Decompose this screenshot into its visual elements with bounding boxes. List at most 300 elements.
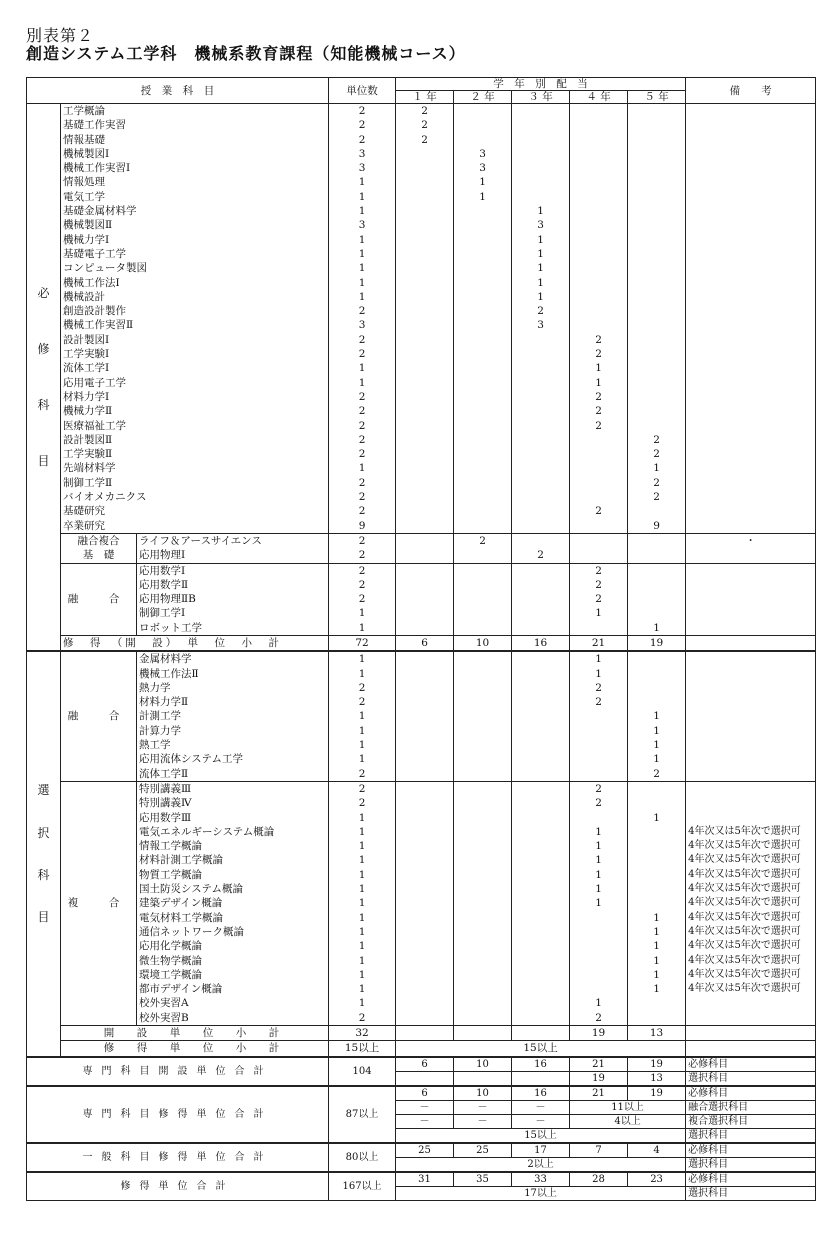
required-main-y1-item (398, 233, 451, 247)
category-char: 科 (37, 867, 50, 882)
summary-grand-elective-span: 17以上 (396, 1186, 686, 1200)
required-main-y4-item (572, 447, 625, 461)
required-main-y4-item (572, 519, 625, 533)
required-main-credits-item: 2 (358, 405, 366, 418)
fusion-required-label: 融 合 (61, 563, 137, 635)
required-main-y3-item (514, 147, 567, 161)
category-char: 目 (37, 454, 50, 469)
fusion-required-y4-item: 1 (595, 607, 602, 620)
category-char: 必 (37, 285, 50, 300)
required-main-names-item: 基礎金属材料学 (63, 205, 137, 218)
summary-general-y3: 17 (512, 1143, 570, 1158)
required-main-y3-item (514, 504, 567, 518)
elective-fusion-credits-item: 1 (358, 653, 366, 666)
elective-fusion-credits-item: 2 (358, 681, 366, 694)
required-main-y4-item (572, 461, 625, 475)
required-main-names-item: 設計製図Ⅰ (63, 333, 110, 346)
fusion-required-y3-item (514, 592, 567, 606)
summary-grand-note-required: 必修科目 (686, 1172, 816, 1187)
col-credits: 単位数 (329, 78, 396, 104)
required-category-label (27, 104, 61, 652)
required-main-y5-item (630, 318, 683, 332)
summary-grand-note-elective: 選択科目 (686, 1186, 816, 1200)
required-main-names-item: 設計製図Ⅱ (63, 433, 113, 446)
elective-composite-y5-item (630, 825, 683, 839)
required-subtotal-y1: 6 (396, 635, 454, 651)
required-main-names-item: 機械力学Ⅱ (63, 405, 113, 418)
required-main-y1-item: 2 (421, 133, 428, 146)
required-main-y5-item (630, 247, 683, 261)
elective-fusion-y4-item: 2 (595, 681, 602, 694)
summary-earn-y1: 6 (396, 1086, 454, 1101)
required-main-y2-item (456, 361, 509, 375)
required-main-y1-item (398, 333, 451, 347)
required-main-y3-item (514, 347, 567, 361)
elective-composite-y4-item: 1 (595, 825, 602, 838)
elective-composite-y4-item: 2 (595, 1011, 602, 1024)
required-main-y4-item (572, 261, 625, 275)
elective-composite-credits-item: 1 (358, 825, 366, 838)
elective-fusion-y4 (570, 651, 628, 781)
summary-open-total-label: 専門科目開設単位合計 (27, 1057, 329, 1086)
required-main-credits-item: 2 (358, 505, 366, 518)
required-main-y1 (396, 104, 454, 534)
required-main-y5-item (630, 304, 683, 318)
summary-open-y5: 19 (628, 1057, 686, 1072)
required-main-y4-item (572, 490, 625, 504)
fusion-required-y4-item (572, 621, 625, 635)
elective-fusion-y5-item (630, 652, 683, 666)
required-main-y3-item: 1 (537, 233, 544, 246)
elective-fusion-names-item: 応用流体システム工学 (139, 753, 243, 766)
fusion-basic-names-item: 応用物理Ⅰ (139, 549, 186, 562)
col-y1: １ 年 (396, 91, 454, 104)
required-main-y3-item: 3 (537, 219, 544, 232)
elective-composite-y5-item (630, 782, 683, 796)
fusion-required-y3 (512, 563, 570, 635)
required-main-y4-item: 2 (595, 505, 602, 518)
required-main-y1-item (398, 190, 451, 204)
required-main-y3-item (514, 376, 567, 390)
required-main-credits-item: 3 (358, 147, 366, 160)
required-main-y2-item (456, 318, 509, 332)
required-main-y2-item (456, 261, 509, 275)
required-main-credits-item: 1 (358, 290, 366, 303)
fusion-basic-y3-item: 2 (537, 549, 544, 562)
fusion-required-names-item: 応用数学Ⅱ (139, 578, 189, 591)
required-main-names-item: 工学実験Ⅱ (63, 448, 113, 461)
required-main-y3-item (514, 404, 567, 418)
fusion-basic-y4-item (572, 548, 625, 562)
fusion-basic-y1-item (398, 534, 451, 548)
fusion-required-y5-item (630, 564, 683, 578)
elective-composite-credits-item: 2 (358, 797, 366, 810)
required-main-y4-item (572, 190, 625, 204)
summary-open-note-required: 必修科目 (686, 1057, 816, 1072)
fusion-required-y1-item (398, 621, 451, 635)
required-main-credits-item: 2 (358, 433, 366, 446)
summary-grand-total-label: 修得単位合計 (27, 1172, 329, 1201)
required-main-names-item: 流体工学Ⅰ (63, 362, 110, 375)
required-main-y1-item (398, 247, 451, 261)
required-main-y3-item (514, 118, 567, 132)
summary-earn-composite-y3: － (512, 1114, 570, 1128)
elective-composite-y4-item (572, 811, 625, 825)
summary-open-total-credits: 104 (329, 1057, 396, 1086)
required-main-y2-item: 3 (479, 147, 486, 160)
required-main-y4-item (572, 161, 625, 175)
elective-composite-credits-item: 1 (358, 854, 366, 867)
required-main-y3-item: 1 (537, 290, 544, 303)
required-main-y1-item (398, 218, 451, 232)
elective-composite-credits-item: 1 (358, 911, 366, 924)
summary-earn-y4: 21 (570, 1086, 628, 1101)
col-remarks: 備 考 (686, 78, 816, 104)
required-main-y2-item (456, 204, 509, 218)
required-main-y5-item (630, 133, 683, 147)
fusion-basic-y5-item (630, 548, 683, 562)
summary-earn-fusion-span: 11以上 (570, 1100, 686, 1114)
required-main-y5-item (630, 404, 683, 418)
elective-fusion-y5-item: 1 (653, 710, 660, 723)
elective-composite-remarks-item (688, 811, 813, 825)
curriculum-table (26, 77, 816, 1201)
required-main-y1-item (398, 433, 451, 447)
required-main-y1-item (398, 504, 451, 518)
required-main-y2-item (456, 404, 509, 418)
elective-fusion-credits-item: 1 (358, 710, 366, 723)
required-main-y5-item (630, 276, 683, 290)
col-y3: ３ 年 (512, 91, 570, 104)
elective-composite-remarks-item: 4年次又は5年次で選択可 (688, 954, 801, 966)
summary-earn-note-composite: 複合選択科目 (686, 1114, 816, 1128)
elective-composite-y5-item: 1 (653, 968, 660, 981)
fusion-required-y4-item: 2 (595, 578, 602, 591)
required-main-credits-item: 2 (358, 476, 366, 489)
elective-fusion-y5-item (630, 667, 683, 681)
required-main-y5-item (630, 419, 683, 433)
elective-composite-names-item: 材料計測工学概論 (139, 854, 223, 867)
summary-open-y2: 10 (454, 1057, 512, 1072)
elective-composite-y5-item: 1 (653, 983, 660, 996)
elective-fusion-names-item: 機械工作法Ⅱ (139, 667, 199, 680)
required-main-y3-item (514, 419, 567, 433)
category-char: 科 (37, 398, 50, 413)
elective-composite-y4-item (572, 939, 625, 953)
required-main-credits-item: 1 (358, 262, 366, 275)
required-main-y2-item (456, 519, 509, 533)
required-main-names-item: 機械工作法Ⅰ (63, 276, 120, 289)
required-main-y1-item (398, 447, 451, 461)
required-main-credits-item: 1 (358, 247, 366, 260)
elective-composite-y5 (628, 781, 686, 1025)
required-main-credits-item: 1 (358, 190, 366, 203)
summary-open-elective-y5: 13 (628, 1071, 686, 1086)
col-y2: ２ 年 (454, 91, 512, 104)
fusion-required-y1 (396, 563, 454, 635)
fusion-basic-y5 (628, 533, 686, 563)
required-main-y1-item (398, 419, 451, 433)
fusion-required-y1-item (398, 606, 451, 620)
required-main-names-item: 応用電子工学 (63, 376, 126, 389)
summary-general-note-elective: 選択科目 (686, 1157, 816, 1172)
required-main-y1-item (398, 361, 451, 375)
required-main-credits-item: 1 (358, 462, 366, 475)
fusion-required-y4-item: 2 (595, 564, 602, 577)
fusion-required-credits-item: 2 (358, 564, 366, 577)
required-main-y1-item (398, 390, 451, 404)
required-main-y4-item: 1 (595, 362, 602, 375)
required-main-y2-item (456, 218, 509, 232)
required-main-credits-item: 3 (358, 319, 366, 332)
elective-composite-names-item: 特別講義Ⅳ (139, 797, 192, 810)
fusion-required-y5-item (630, 578, 683, 592)
elective-composite-y4-item (572, 968, 625, 982)
summary-grand-y1: 31 (396, 1172, 454, 1187)
summary-grand-y5: 23 (628, 1172, 686, 1187)
elective-composite-remarks-item: 4年次又は5年次で選択可 (688, 840, 801, 852)
required-main-y4-item: 2 (595, 390, 602, 403)
required-main-y2 (454, 104, 512, 534)
required-main-y3-item: 1 (537, 276, 544, 289)
required-main-y4-item (572, 476, 625, 490)
elective-composite-names-item: 都市デザイン概論 (139, 983, 223, 996)
elective-composite-y5-item (630, 996, 683, 1010)
required-main-y5-item (630, 204, 683, 218)
document-title: 創造システム工学科 機械系教育課程（知能機械コース） (26, 44, 466, 64)
required-main-names-item: バイオメカニクス (63, 491, 147, 504)
summary-grand-y3: 33 (512, 1172, 570, 1187)
summary-earn-total-label: 専門科目修得単位合計 (27, 1086, 329, 1143)
summary-general-y4: 7 (570, 1143, 628, 1158)
elective-composite-y5-item: 1 (653, 954, 660, 967)
elective-composite-y4-item: 2 (595, 797, 602, 810)
elective-composite-remarks-item: 4年次又は5年次で選択可 (688, 854, 801, 866)
required-main-y2-item (456, 419, 509, 433)
elective-composite-credits-item: 1 (358, 968, 366, 981)
required-main-y3-item (514, 519, 567, 533)
required-main-y3 (512, 104, 570, 534)
elective-composite-remarks-item: 4年次又は5年次で選択可 (688, 940, 801, 952)
elective-composite-y4-item: 2 (595, 782, 602, 795)
required-main-y4 (570, 104, 628, 534)
elective-composite-label: 複 合 (61, 781, 137, 1025)
elective-composite-y4-item (572, 911, 625, 925)
required-main-credits-item: 2 (358, 105, 366, 117)
required-main-y2-item (456, 333, 509, 347)
required-main-y3-item (514, 476, 567, 490)
elective-composite-y5-item: 1 (653, 925, 660, 938)
required-main-names-item: 基礎電子工学 (63, 247, 126, 260)
summary-grand-total-credits: 167以上 (329, 1172, 396, 1201)
required-main-credits (329, 104, 396, 534)
elective-composite-names (137, 781, 329, 1025)
elective-fusion-names (137, 651, 329, 781)
elective-fusion-y5-item (630, 695, 683, 709)
required-main-credits-item: 2 (358, 119, 366, 132)
elective-fusion-y4-item: 1 (595, 653, 602, 666)
required-main-y3-item (514, 104, 567, 118)
required-main-y2-item: 1 (479, 176, 486, 189)
fusion-required-names (137, 563, 329, 635)
elective-composite-y4-item (572, 982, 625, 996)
summary-general-total-credits: 80以上 (329, 1143, 396, 1172)
elective-fusion-credits-item: 1 (358, 667, 366, 680)
elective-fusion-y4-item (572, 724, 625, 738)
required-main-y4-item: 2 (595, 333, 602, 346)
required-main-credits-item: 3 (358, 219, 366, 232)
summary-earn-note-required: 必修科目 (686, 1086, 816, 1101)
summary-earn-fusion-y2: － (454, 1100, 512, 1114)
fusion-required-names-item: 制御工学Ⅰ (139, 607, 186, 620)
col-y4: ４ 年 (570, 91, 628, 104)
col-year-group: 学 年 別 配 当 (396, 78, 686, 91)
fusion-basic-y1 (396, 533, 454, 563)
required-main-names-item: 制御工学Ⅱ (63, 476, 113, 489)
appendix-label: 別表第２ (26, 26, 95, 45)
required-main-y5-item (630, 190, 683, 204)
required-main-y3-item (514, 161, 567, 175)
elective-composite-y5-item (630, 796, 683, 810)
required-main-y4-item (572, 175, 625, 189)
elective-fusion-y4-item: 2 (595, 696, 602, 709)
elective-composite-remarks-item (688, 1011, 813, 1025)
elective-fusion-y4-item: 1 (595, 667, 602, 680)
required-main-y1-item (398, 376, 451, 390)
required-subtotal-y5: 19 (628, 635, 686, 651)
required-main-y1-item (398, 204, 451, 218)
elective-fusion-names-item: 熱工学 (139, 739, 171, 752)
summary-general-elective-span: 2以上 (396, 1157, 686, 1172)
elective-fusion-names-item: 熱力学 (139, 681, 171, 694)
required-main-y1-item (398, 304, 451, 318)
required-main-y5-item: 2 (653, 476, 660, 489)
elective-composite-remarks-item: 4年次又は5年次で選択可 (688, 925, 801, 937)
summary-open-elective-y4: 19 (570, 1071, 628, 1086)
elective-composite-names-item: 物質工学概論 (139, 868, 202, 881)
required-main-y1-item (398, 347, 451, 361)
document-header (26, 27, 466, 64)
fusion-basic-y5-item (630, 534, 683, 548)
elective-composite-names-item: 微生物学概論 (139, 954, 202, 967)
elective-fusion-credits (329, 651, 396, 781)
elective-composite-y5-item: 1 (653, 811, 660, 824)
summary-general-y1: 25 (396, 1143, 454, 1158)
fusion-basic-y2 (454, 533, 512, 563)
elective-composite-names-item: 校外実習A (139, 997, 189, 1010)
required-main-y1-item (398, 147, 451, 161)
elective-fusion-y5-item: 1 (653, 724, 660, 737)
required-main-y3-item (514, 190, 567, 204)
required-main-y2-item: 1 (479, 190, 486, 203)
required-main-names-item: 機械製図Ⅰ (63, 147, 110, 160)
required-main-names-item: 情報基礎 (63, 133, 105, 146)
elective-composite-remarks-item: 4年次又は5年次で選択可 (688, 968, 801, 980)
elective-composite-names-item: 応用化学概論 (139, 940, 202, 953)
required-main-y1-item (398, 276, 451, 290)
required-main-y1-item: 2 (421, 105, 428, 117)
elective-composite-y5-item (630, 896, 683, 910)
elective-fusion-label: 融 合 (61, 651, 137, 781)
elective-composite-y4-item: 1 (595, 897, 602, 910)
required-main-names-item: 医療福祉工学 (63, 419, 126, 432)
required-main-y5-item (630, 161, 683, 175)
fusion-basic-remark: ・ (686, 533, 816, 563)
fusion-required-y4-item: 2 (595, 593, 602, 606)
fusion-required-y5-item: 1 (653, 621, 660, 634)
fusion-basic-credits-item: 2 (358, 534, 366, 547)
elective-earn-subtotal-span: 15以上 (396, 1041, 686, 1057)
required-main-y4-item (572, 133, 625, 147)
required-main-names-item: 基礎工作実習 (63, 119, 126, 132)
required-main-y4-item (572, 218, 625, 232)
required-main-y1-item (398, 318, 451, 332)
required-main-y4-item (572, 233, 625, 247)
required-main-y2-item (456, 304, 509, 318)
required-main-credits-item: 1 (358, 362, 366, 375)
elective-composite-names-item: 校外実習B (139, 1011, 189, 1024)
elective-composite-y4-item: 1 (595, 854, 602, 867)
elective-composite-names-item: 環境工学概論 (139, 968, 202, 981)
required-main-credits-item: 1 (358, 376, 366, 389)
required-main-y1-item (398, 290, 451, 304)
required-main-y4-item: 2 (595, 348, 602, 361)
required-main-names-item: 電気工学 (63, 190, 105, 203)
summary-grand-y2: 35 (454, 1172, 512, 1187)
required-main-y5-item: 2 (653, 433, 660, 446)
required-main-y2-item (456, 490, 509, 504)
required-main-y1-item (398, 261, 451, 275)
fusion-required-y5-item (630, 592, 683, 606)
elective-fusion-y5-item: 1 (653, 739, 660, 752)
summary-earn-note-fusion: 融合選択科目 (686, 1100, 816, 1114)
required-main-y4-item (572, 276, 625, 290)
elective-composite-remarks-item (688, 782, 813, 796)
fusion-basic-y3-item (514, 534, 567, 548)
required-main-names-item: 情報処理 (63, 176, 105, 189)
required-main-y1-item: 2 (421, 119, 428, 132)
elective-composite-credits-item: 2 (358, 1011, 366, 1024)
fusion-basic-y4 (570, 533, 628, 563)
fusion-required-y1-item (398, 564, 451, 578)
required-main-names-item: 創造設計製作 (63, 305, 126, 318)
elective-open-subtotal-label: 開 設 単 位 小 計 (61, 1026, 329, 1041)
required-main-credits-item: 2 (358, 419, 366, 432)
elective-composite-remarks-item: 4年次又は5年次で選択可 (688, 911, 801, 923)
elective-earn-subtotal-label: 修 得 単 位 小 計 (61, 1041, 329, 1057)
elective-composite-credits-item: 1 (358, 997, 366, 1010)
fusion-required-y3-item (514, 621, 567, 635)
elective-composite-names-item: 建築デザイン概論 (139, 897, 223, 910)
required-main-y2-item (456, 504, 509, 518)
elective-fusion-y4-item (572, 752, 625, 766)
required-subtotal-y2: 10 (454, 635, 512, 651)
required-main-y5-item (630, 361, 683, 375)
required-main-y4-item (572, 204, 625, 218)
required-main-y5-item (630, 175, 683, 189)
elective-open-subtotal-y4: 19 (570, 1026, 628, 1041)
category-char: 択 (37, 825, 50, 840)
summary-earn-y5: 19 (628, 1086, 686, 1101)
required-main-y2-item (456, 276, 509, 290)
fusion-required-y2-item (456, 592, 509, 606)
fusion-required-credits-item: 1 (358, 607, 366, 620)
required-main-y1-item (398, 490, 451, 504)
fusion-required-remarks (686, 563, 816, 635)
required-main-names-item: コンピュータ製図 (63, 262, 147, 275)
summary-earn-fusion-y1: － (396, 1100, 454, 1114)
required-main-credits-item: 9 (358, 519, 366, 532)
